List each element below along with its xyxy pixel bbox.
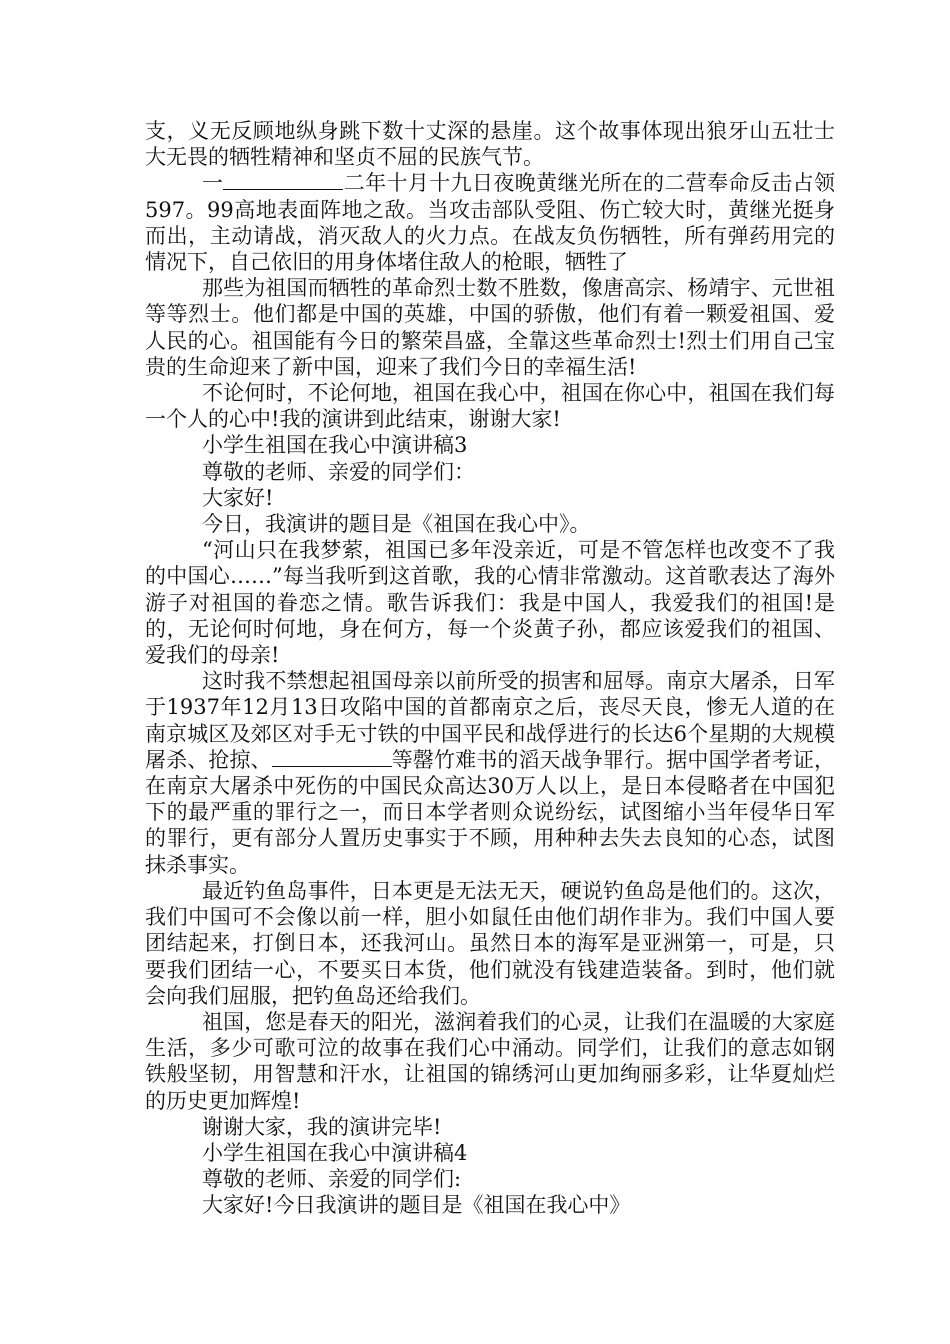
fill-in-blank — [272, 748, 392, 767]
paragraph: 今日，我演讲的题目是《祖国在我心中》。 — [202, 512, 591, 537]
section-heading: 小学生祖国在我心中演讲稿4 — [202, 1140, 468, 1165]
paragraph-text: 二年十月十九日夜晚黄继光所在的二营奉命反击占领597。99高地表面阵地之敌。当攻击部队受阻、伤亡较大时，黄继光挺身而出，主动请战，消灭敌人的火力点。在战友负伤牺牲，所有弹药用完的情况下，自己依旧的用身体堵住敌人的枪眼，牺牲了 — [145, 171, 835, 275]
salutation: 尊敬的老师、亲爱的同学们: — [202, 1167, 462, 1192]
closing: 谢谢大家，我的演讲完毕! — [202, 1114, 442, 1139]
paragraph-text: 这时我不禁想起祖国母亲以前所受的损害和屈辱。南京大屠杀，日军于1937年12月13日攻陷中国的首都南京之后，丧尽天良，惨无人道的在南京城区及郊区对手无寸铁的中国平民和战俘进行的长达6个星期的大规模屠杀、抢掠、 — [145, 669, 835, 772]
paragraph-text: 等罄竹难书的滔天战争罪行。据中国学者考证，在南京大屠杀中死伤的中国民众高达30万人以上，是日本侵略者在中国犯下的最严重的罪行之一，而日本学者则众说纷纭，试图缩小当年侵华日军的罪行，更有部分人置历史事实于不顾，用种种去失去良知的心态，试图抹杀事实。 — [145, 747, 836, 877]
greeting: 大家好!今日我演讲的题目是《祖国在我心中》 — [202, 1193, 631, 1218]
paragraph — [145, 668, 835, 878]
section-heading: 小学生祖国在我心中演讲稿3 — [202, 433, 468, 458]
fill-in-blank — [223, 171, 343, 190]
salutation: 尊敬的老师、亲爱的同学们： — [202, 459, 475, 484]
paragraph: 祖国，您是春天的阳光，滋润着我们的心灵，让我们在温暖的大家庭生活，多少可歌可泣的故事在我们心中涌动。同学们，让我们的意志如钢铁般坚韧，用智慧和汗水，让祖国的锦绣河山更加绚丽多彩，让华夏灿烂的历史更加辉煌! — [145, 1009, 835, 1113]
paragraph-text: 一 — [202, 171, 224, 196]
paragraph: 不论何时，不论何地，祖国在我心中，祖国在你心中，祖国在我们每一个人的心中!我的演讲到此结束，谢谢大家! — [145, 381, 835, 432]
document-body — [145, 118, 835, 1219]
paragraph: 最近钓鱼岛事件，日本更是无法无天，硬说钓鱼岛是他们的。这次，我们中国可不会像以前一样，胆小如鼠任由他们胡作非为。我们中国人要团结起来，打倒日本，还我河山。虽然日本的海军是亚洲第一，可是，只要我们团结一心，不要买日本货，他们就没有钱建造装备。到时，他们就会向我们屈服，把钓鱼岛还给我们。 — [145, 878, 835, 1008]
paragraph — [145, 170, 835, 275]
greeting: 大家好! — [202, 485, 274, 510]
paragraph: 支，义无反顾地纵身跳下数十丈深的悬崖。这个故事体现出狼牙山五壮士大无畏的牺牲精神和坚贞不屈的民族气节。 — [145, 119, 835, 170]
paragraph: “河山只在我梦萦，祖国已多年没亲近，可是不管怎样也改变不了我的中国心……”每当我听到这首歌，我的心情非常激动。这首歌表达了海外游子对祖国的眷恋之情。歌告诉我们：我是中国人，我爱我们的祖国!是的，无论何时何地，身在何方，每一个炎黄子孙，都应该爱我们的祖国、爱我们的母亲! — [145, 538, 835, 668]
paragraph: 那些为祖国而牺牲的革命烈士数不胜数，像唐高宗、杨靖宇、元世祖等等烈士。他们都是中国的英雄，中国的骄傲，他们有着一颗爱祖国、爱人民的心。祖国能有今日的繁荣昌盛，全靠这些革命烈士!烈士们用自己宝贵的生命迎来了新中国，迎来了我们今日的幸福生活! — [145, 276, 835, 379]
